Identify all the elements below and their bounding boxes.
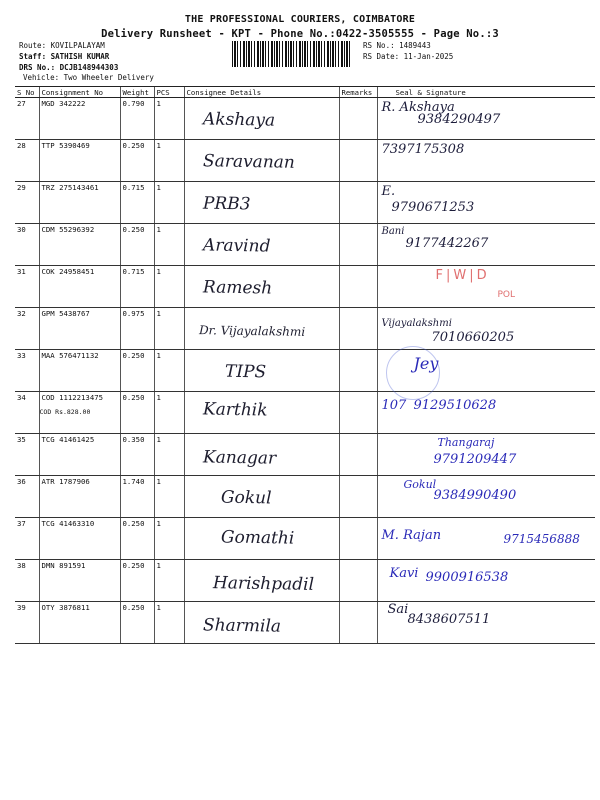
handwritten-consignee: PRB3 [202,193,251,215]
pcs-cell: 1 [154,224,184,266]
pcs-cell: 1 [154,140,184,182]
pcs-cell: 1 [154,392,184,434]
signature-cell [377,224,595,266]
signature-cell [377,476,595,518]
weight-cell: 0.715 [120,266,154,308]
pol-stamp: POL [497,290,516,300]
consignee-cell [184,434,339,476]
rs-date: RS Date: 11-Jan-2025 [363,52,454,61]
consignee-cell [184,350,339,392]
consignment-cell: DMN 891591 [39,560,120,602]
sno-cell: 28 [15,140,39,182]
remarks-cell [339,434,377,476]
signature-cell [377,98,595,140]
handwritten-consignee: Kanagar [202,447,276,469]
handwritten-consignee: Gokul [220,487,272,509]
drs-label: DRS No.: DCJB148944303 [19,63,119,72]
consignee-cell [184,308,339,350]
pcs-cell: 1 [154,434,184,476]
sno-cell: 38 [15,560,39,602]
consignment-cell: COK 24958451 [39,266,120,308]
consignment-cell: CDM 55296392 [39,224,120,266]
sno-cell: 34 [15,392,39,434]
consignment-cell [39,392,120,434]
table-row [15,476,595,518]
signature-phone: 9791209447 [433,452,517,467]
table-row [15,182,595,224]
pcs-cell: 1 [154,602,184,644]
cod-amount: COD Rs.828.00 [39,408,91,416]
signature-name: M. Rajan [381,528,442,543]
remarks-cell [339,392,377,434]
table-row [15,266,595,308]
sno-cell: 39 [15,602,39,644]
handwritten-consignee: Karthik [202,399,268,421]
signature-phone: 9790671253 [391,200,475,215]
handwritten-consignee: Dr. Vijayalakshmi [198,323,305,339]
consignee-cell [184,182,339,224]
table-row [15,518,595,560]
consignee-cell [184,602,339,644]
route-label: Route: KOVILPALAYAM [19,41,105,50]
sno-cell: 37 [15,518,39,560]
signature-cell [377,602,595,644]
table-row [15,140,595,182]
table-row [15,308,595,350]
consignee-cell [184,560,339,602]
col-seal-signature: Seal & Signature [377,87,595,98]
handwritten-consignee: Aravind [202,235,271,257]
col-weight: Weight [120,87,154,98]
col-consignment: Consignment No [39,87,120,98]
weight-cell: 0.350 [120,434,154,476]
signature-name: Vijayalakshmi [381,318,452,329]
weight-cell: 0.250 [120,350,154,392]
signature-name: Jey [413,354,439,373]
table-row [15,602,595,644]
pcs-cell: 1 [154,98,184,140]
rs-number: RS No.: 1489443 [363,41,431,50]
consignment-cell: ATR 1787906 [39,476,120,518]
signature-phone: 9384990490 [433,488,517,503]
consignment-cell: TTP 5390469 [39,140,120,182]
weight-cell: 0.250 [120,518,154,560]
consignment-number: COD 1112213475 [41,393,104,402]
weight-cell: 0.250 [120,602,154,644]
fwd-stamp: F|W|D [435,268,490,283]
table-row [15,224,595,266]
weight-cell: 0.715 [120,182,154,224]
consignee-cell [184,266,339,308]
sno-cell: 32 [15,308,39,350]
signature-cell [377,350,595,392]
remarks-cell [339,560,377,602]
runsheet-table [15,86,595,644]
remarks-cell [339,224,377,266]
table-header-row [15,87,595,98]
consignment-cell: TCG 41461425 [39,434,120,476]
vehicle-label: Vehicle: Two Wheeler Delivery [23,73,154,82]
pcs-cell: 1 [154,560,184,602]
consignment-cell: MAA 576471132 [39,350,120,392]
table-row [15,560,595,602]
signature-phone: 9900916538 [425,570,509,585]
consignment-cell: GPM 5438767 [39,308,120,350]
signature-phone: 7397175308 [381,142,465,157]
staff-label: Staff: SATHISH KUMAR [19,52,110,61]
sno-cell: 31 [15,266,39,308]
pcs-cell: 1 [154,182,184,224]
weight-cell: 0.250 [120,224,154,266]
handwritten-consignee: Akshaya [202,109,275,131]
signature-phone: 9384290497 [417,112,501,127]
runsheet-subtitle: Delivery Runsheet - KPT - Phone No.:0422-3505555 - Page No.:3 [101,28,499,40]
weight-cell: 0.250 [120,392,154,434]
barcode [232,41,350,67]
signature-cell [377,182,595,224]
consignee-cell [184,392,339,434]
consignment-cell: TCG 41463310 [39,518,120,560]
signature-name: R. Akshaya [381,100,455,115]
col-remarks: Remarks [339,87,377,98]
pcs-cell: 1 [154,266,184,308]
consignee-cell [184,476,339,518]
signature-phone: 9715456888 [503,532,580,546]
consignee-cell [184,98,339,140]
weight-cell: 0.250 [120,560,154,602]
company-title: THE PROFESSIONAL COURIERS, COIMBATORE [184,14,416,25]
weight-cell: 0.975 [120,308,154,350]
signature-name: Thangaraj [437,436,495,449]
signature-cell [377,560,595,602]
signature-name: 107 [381,398,407,413]
remarks-cell [339,266,377,308]
table-row [15,98,595,140]
signature-phone: 8438607511 [407,612,491,627]
table-row [15,350,595,392]
remarks-cell [339,182,377,224]
consignee-cell [184,140,339,182]
signature-cell [377,518,595,560]
handwritten-consignee: Harishpadil [212,573,314,595]
col-consignee: Consignee Details [184,87,339,98]
signature-phone: 9129510628 [413,398,497,413]
signature-name: Gokul [403,478,437,491]
weight-cell: 1.740 [120,476,154,518]
signature-phone: 9177442267 [405,236,489,251]
remarks-cell [339,350,377,392]
remarks-cell [339,140,377,182]
consignment-cell: MGD 342222 [39,98,120,140]
table-row [15,434,595,476]
signature-cell [377,392,595,434]
pcs-cell: 1 [154,476,184,518]
remarks-cell [339,98,377,140]
sno-cell: 33 [15,350,39,392]
col-sno: S No [15,87,39,98]
consignee-cell [184,518,339,560]
signature-name: Sai [387,602,409,617]
consignee-cell [184,224,339,266]
sno-cell: 35 [15,434,39,476]
signature-name: Bani [381,226,405,237]
handwritten-consignee: Saravanan [202,151,295,173]
remarks-cell [339,476,377,518]
consignment-cell: TRZ 275143461 [39,182,120,224]
signature-cell [377,140,595,182]
handwritten-consignee: Gomathi [220,527,294,549]
remarks-cell [339,518,377,560]
col-pcs: PCS [154,87,184,98]
pcs-cell: 1 [154,308,184,350]
consignment-cell: OTY 3876811 [39,602,120,644]
remarks-cell [339,308,377,350]
handwritten-consignee: Ramesh [202,277,272,299]
handwritten-consignee: Sharmila [202,615,281,637]
weight-cell: 0.790 [120,98,154,140]
signature-cell [377,308,595,350]
sno-cell: 27 [15,98,39,140]
handwritten-consignee: TIPS [224,361,266,383]
weight-cell: 0.250 [120,140,154,182]
signature-cell [377,434,595,476]
sno-cell: 36 [15,476,39,518]
pcs-cell: 1 [154,350,184,392]
signature-name: E. [381,184,396,199]
sno-cell: 30 [15,224,39,266]
signature-name: Kavi [389,566,419,581]
signature-cell [377,266,595,308]
pcs-cell: 1 [154,518,184,560]
remarks-cell [339,602,377,644]
sno-cell: 29 [15,182,39,224]
signature-phone: 7010660205 [431,330,515,345]
table-row [15,392,595,434]
